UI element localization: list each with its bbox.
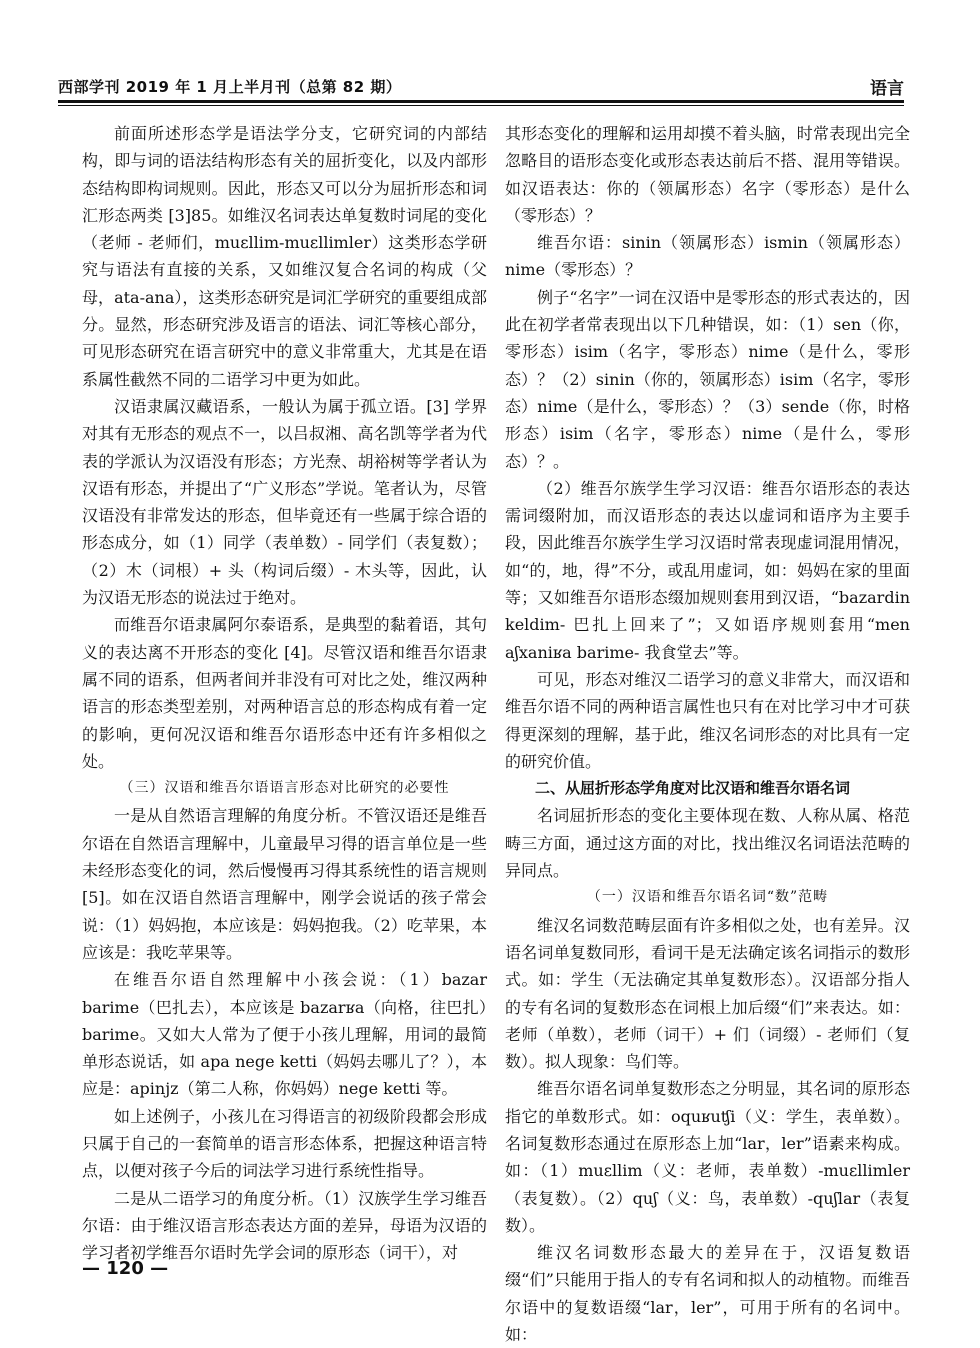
running-header: [58, 70, 904, 98]
paragraph: 前面所述形态学是语法学分支，它研究词的内部结构，即与词的语法结构形态有关的屈折变化，以及内部形态结构即构词规则。因此，形态又可以分为屈折形态和词汇形态两类 [3]85。如维汉名词表达单复数时词尾的变化（老师 - 老师们，muεllim-muεllimler）这类形态学研究与语法有直接的关系，又如维汉复合名词的构成（父母，ata-ana），这类形态研究是词汇学研究的重要组成部分。显然，形态研究涉及语言的语法、词汇等核心部分，可见形态研究在语言研究中的意义非常重大，尤其是在语系属性截然不同的二语学习中更为如此。: [82, 124, 487, 389]
journal-title: 西部学刊 2019 年 1 月上半月刊（总第 82 期）: [58, 78, 402, 96]
paragraph: 如上述例子，小孩儿在习得语言的初级阶段都会形成只属于自己的一套简单的语言形态体系，把握这种语言特点，以便对孩子今后的词法学习进行系统性指导。: [82, 1106, 487, 1181]
paragraph: 而维吾尔语隶属阿尔泰语系，是典型的黏着语，其句义的表达离不开形态的变化 [4]。尽管汉语和维吾尔语隶属不同的语系，但两者间并非没有可对比之处，维汉两种语言的形态类型差别，对两种语言总的形态构成有着一定的影响，更何况汉语和维吾尔语形态中还有许多相似之处。: [82, 615, 487, 771]
left-column: [82, 120, 487, 1266]
header-rule-thick: [58, 100, 904, 103]
paragraph: 其形态变化的理解和运用却摸不着头脑，时常表现出完全忽略目的语形态变化或形态表达前后不搭、混用等错误。如汉语表达：你的（领属形态）名字（零形态）是什么（零形态）？: [505, 124, 910, 225]
page-number: — 120 —: [82, 1258, 169, 1279]
right-column: [505, 120, 910, 1348]
paragraph: 在维吾尔语自然理解中小孩会说：（1）bazar barime（巴扎去），本应该是 bazarʁa（向格，往巴扎）barime。又如大人常为了便于小孩儿理解，用词的最简单形态说话，如 apa nege ketti（妈妈去哪儿了？），本应是：apinjz（第二人称，你妈妈）nege ketti 等。: [82, 970, 487, 1099]
section-heading: （一）汉语和维吾尔语名词“数”范畴: [586, 889, 829, 906]
paragraph: 可见，形态对维汉二语学习的意义非常大，而汉语和维吾尔语不同的两种语言属性也只有在对比学习中才可获得更深刻的理解，基于此，维汉名词形态的对比具有一定的研究价值。: [505, 669, 910, 771]
paragraph: 维吾尔语名词单复数形态之分明显，其名词的原形态指它的单数形式。如：oquʁuʧi（义：学生，表单数）。名词复数形态通过在原形态上加“lar，ler”语素来构成。如：（1）muεllim（义：老师，表单数）-muεllimler（表复数）。（2）quʃ（义：鸟，表单数）-quʃlar（表复数）。: [505, 1079, 910, 1235]
section-heading: 二、从屈折形态学角度对比汉语和维吾尔语名词: [535, 779, 851, 798]
paragraph: 一是从自然语言理解的角度分析。不管汉语还是维吾尔语在自然语言理解中，儿童最早习得的语言单位是一些未经形态变化的词，然后慢慢再习得其系统性的语言规则 [5]。如在汉语自然语言理解中，刚学会说话的孩子常会说：（1）妈妈抱，本应该是：妈妈抱我。（2）吃苹果，本应该是：我吃苹果等。: [82, 806, 487, 962]
section-heading: （三）汉语和维吾尔语语言形态对比研究的必要性: [119, 780, 450, 797]
paragraph: （2）维吾尔族学生学习汉语：维吾尔语形态的表达需词缀附加，而汉语形态的表达以虚词和语序为主要手段，因此维吾尔族学生学习汉语时常表现虚词混用情况，如“的，地，得”不分，或乱用虚词，如：妈妈在家的里面等；又如维吾尔语形态缀加规则套用到汉语，“bazardin keldim- 巴扎上回来了”；又如语序规则套用“men aʃxaniʁa barime- 我食堂去”等。: [505, 478, 910, 662]
paragraph: 例子“名字”一词在汉语中是零形态的形式表达的，因此在初学者常表现出以下几种错误，如：（1）sen（你，零形态）isim（名字，零形态）nime（是什么，零形态）？（2）sinin（你的，领属形态）isim（名字，零形态）nime（是什么，零形态）？（3）sende（你，时格形态）isim（名字，零形态）nime（是什么，零形态）？。: [505, 287, 910, 471]
paragraph: 维吾尔语：sinin（领属形态）ismin（领属形态）nime（零形态）？: [505, 233, 910, 280]
paragraph: 二是从二语学习的角度分析。（1）汉族学生学习维吾尔语：由于维汉语言形态表达方面的差异，母语为汉语的学习者初学维吾尔语时先学会词的原形态（词干），对: [82, 1188, 487, 1263]
paragraph: 汉语隶属汉藏语系，一般认为属于孤立语。[3] 学界对其有无形态的观点不一，以吕叔湘、高名凯等学者为代表的学派认为汉语没有形态；方光焘、胡裕树等学者认为汉语有形态，并提出了“广义形态”学说。笔者认为，尽管汉语没有非常发达的形态，但毕竟还有一些属于综合语的形态成分，如（1）同学（表单数）- 同学们（表复数）；（2）木（词根）+ 头（构词后缀）- 木头等，因此，认为汉语无形态的说法过于绝对。: [82, 396, 487, 608]
section-title: 语言: [870, 79, 904, 99]
header-rule-thin: [58, 105, 904, 106]
paragraph: 维汉名词数范畴层面有许多相似之处，也有差异。汉语名词单复数同形，看词干是无法确定该名词指示的数形式。如：学生（无法确定其单复数形态）。汉语部分指人的专有名词的复数形态在词根上加后缀“们”来表达。如：老师（单数），老师（词干）+ 们（词缀）- 老师们（复数）。拟人现象：鸟们等。: [505, 915, 910, 1072]
paragraph: 维汉名词数形态最大的差异在于，汉语复数语缀“们”只能用于指人的专有名词和拟人的动植物。而维吾尔语中的复数语缀“lar，ler”，可用于所有的名词中。如：: [505, 1243, 910, 1345]
paragraph: 名词屈折形态的变化主要体现在数、人称从属、格范畴三方面，通过这方面的对比，找出维汉名词语法范畴的异同点。: [505, 806, 910, 881]
